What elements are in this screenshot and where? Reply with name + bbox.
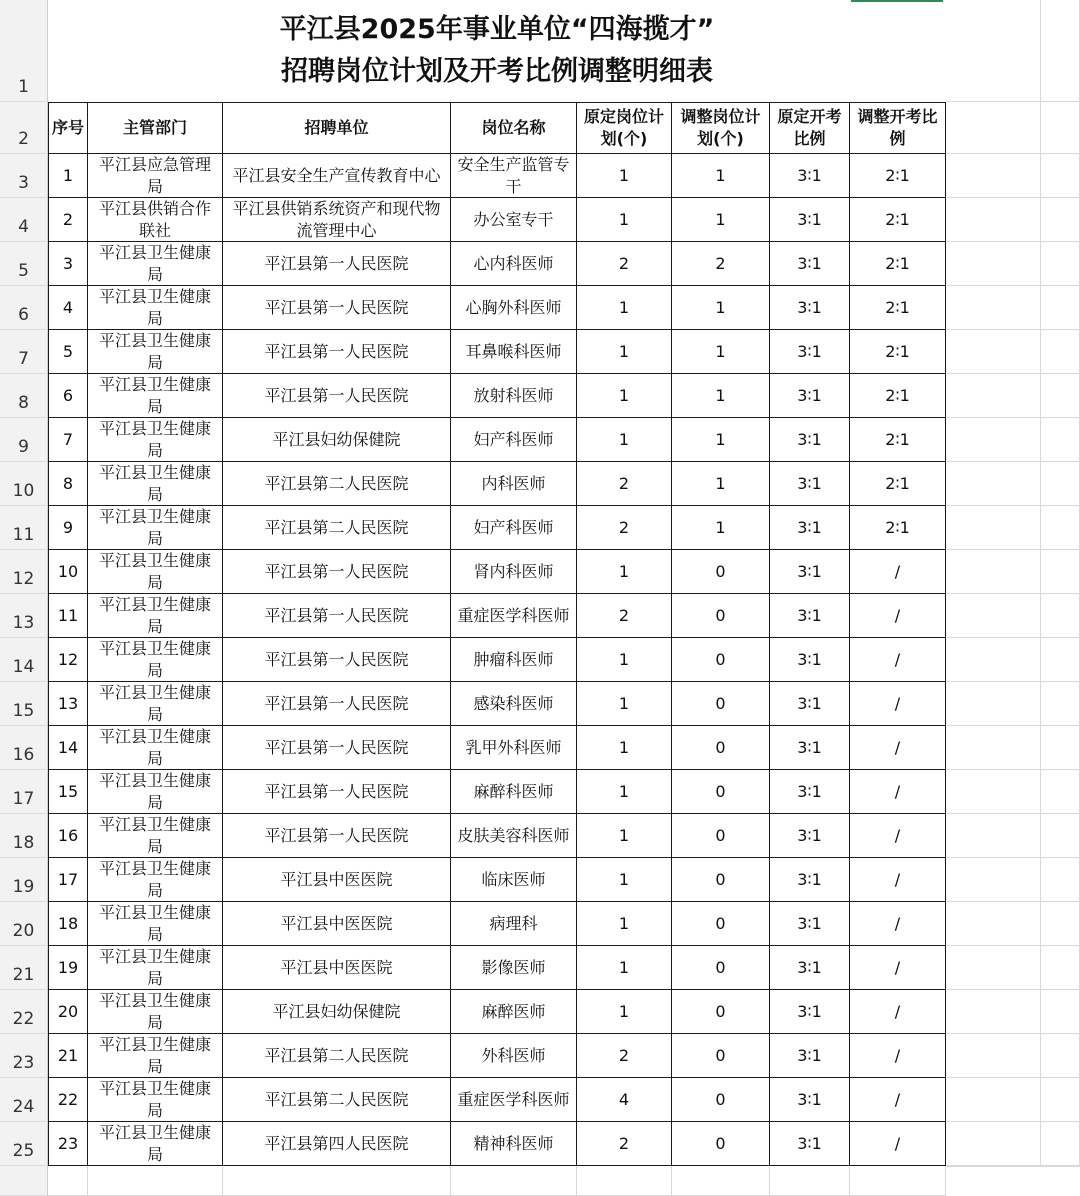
cell-employer[interactable]: 平江县第一人民医院 [223, 726, 451, 770]
cell-orig-ratio[interactable]: 3∶1 [770, 770, 850, 814]
cell-position[interactable]: 皮肤美容科医师 [451, 814, 577, 858]
empty-cell[interactable] [946, 242, 1041, 286]
cell-department[interactable]: 平江县卫生健康局 [88, 1078, 223, 1122]
empty-cell[interactable] [1041, 1122, 1080, 1166]
cell-adj-ratio[interactable]: / [850, 858, 946, 902]
empty-cell[interactable] [1041, 946, 1080, 990]
empty-cell[interactable] [672, 1166, 770, 1196]
empty-cell[interactable] [946, 1034, 1041, 1078]
empty-cell[interactable] [850, 1166, 946, 1196]
cell-adj-ratio[interactable]: / [850, 682, 946, 726]
cell-position[interactable]: 肾内科医师 [451, 550, 577, 594]
empty-cell[interactable] [1041, 638, 1080, 682]
row-header[interactable]: 4 [0, 198, 48, 242]
empty-cell[interactable] [946, 330, 1041, 374]
cell-position[interactable]: 妇产科医师 [451, 418, 577, 462]
cell-seq[interactable]: 11 [48, 594, 88, 638]
empty-cell[interactable] [223, 1166, 451, 1196]
cell-adj-ratio[interactable]: 2∶1 [850, 374, 946, 418]
cell-orig-ratio[interactable]: 3∶1 [770, 726, 850, 770]
cell-orig-plan[interactable]: 2 [577, 242, 672, 286]
cell-department[interactable]: 平江县卫生健康局 [88, 462, 223, 506]
cell-position[interactable]: 影像医师 [451, 946, 577, 990]
cell-position[interactable]: 妇产科医师 [451, 506, 577, 550]
cell-department[interactable]: 平江县卫生健康局 [88, 330, 223, 374]
cell-orig-plan[interactable]: 2 [577, 1034, 672, 1078]
cell-adj-ratio[interactable]: / [850, 770, 946, 814]
cell-orig-plan[interactable]: 1 [577, 902, 672, 946]
empty-cell[interactable] [770, 1166, 850, 1196]
empty-cell[interactable] [946, 770, 1041, 814]
cell-position[interactable]: 心内科医师 [451, 242, 577, 286]
cell-adj-plan[interactable]: 0 [672, 550, 770, 594]
cell-adj-ratio[interactable]: 2∶1 [850, 330, 946, 374]
cell-adj-ratio[interactable]: / [850, 726, 946, 770]
cell-position[interactable]: 耳鼻喉科医师 [451, 330, 577, 374]
cell-seq[interactable]: 17 [48, 858, 88, 902]
cell-department[interactable]: 平江县卫生健康局 [88, 990, 223, 1034]
cell-adj-ratio[interactable]: 2∶1 [850, 242, 946, 286]
row-header[interactable]: 15 [0, 682, 48, 726]
cell-orig-ratio[interactable]: 3∶1 [770, 946, 850, 990]
empty-cell[interactable] [1041, 506, 1080, 550]
cell-orig-plan[interactable]: 1 [577, 638, 672, 682]
cell-position[interactable]: 放射科医师 [451, 374, 577, 418]
cell-position[interactable]: 肿瘤科医师 [451, 638, 577, 682]
cell-orig-ratio[interactable]: 3∶1 [770, 1034, 850, 1078]
cell-orig-plan[interactable]: 1 [577, 330, 672, 374]
cell-orig-plan[interactable]: 1 [577, 418, 672, 462]
cell-position[interactable]: 外科医师 [451, 1034, 577, 1078]
cell-adj-ratio[interactable]: / [850, 1122, 946, 1166]
empty-cell[interactable] [946, 902, 1041, 946]
row-header[interactable]: 3 [0, 154, 48, 198]
cell-orig-plan[interactable]: 1 [577, 682, 672, 726]
cell-adj-plan[interactable]: 0 [672, 726, 770, 770]
cell-adj-plan[interactable]: 1 [672, 198, 770, 242]
header-employer[interactable]: 招聘单位 [223, 102, 451, 154]
row-header[interactable]: 14 [0, 638, 48, 682]
empty-cell[interactable] [1041, 726, 1080, 770]
empty-cell[interactable] [1041, 198, 1080, 242]
cell-employer[interactable]: 平江县第一人民医院 [223, 242, 451, 286]
cell-employer[interactable]: 平江县第一人民医院 [223, 374, 451, 418]
row-header[interactable]: 24 [0, 1078, 48, 1122]
cell-orig-ratio[interactable]: 3∶1 [770, 1078, 850, 1122]
cell-orig-plan[interactable]: 1 [577, 154, 672, 198]
cell-seq[interactable]: 3 [48, 242, 88, 286]
cell-department[interactable]: 平江县卫生健康局 [88, 1122, 223, 1166]
cell-orig-ratio[interactable]: 3∶1 [770, 638, 850, 682]
cell-employer[interactable]: 平江县第一人民医院 [223, 550, 451, 594]
cell-adj-plan[interactable]: 1 [672, 462, 770, 506]
empty-cell[interactable] [946, 682, 1041, 726]
cell-department[interactable]: 平江县卫生健康局 [88, 858, 223, 902]
cell-employer[interactable]: 平江县第一人民医院 [223, 286, 451, 330]
cell-department[interactable]: 平江县卫生健康局 [88, 594, 223, 638]
header-position[interactable]: 岗位名称 [451, 102, 577, 154]
empty-cell[interactable] [946, 550, 1041, 594]
cell-position[interactable]: 安全生产监管专干 [451, 154, 577, 198]
row-header[interactable]: 23 [0, 1034, 48, 1078]
cell-adj-ratio[interactable]: / [850, 902, 946, 946]
cell-department[interactable]: 平江县供销合作联社 [88, 198, 223, 242]
cell-orig-ratio[interactable]: 3∶1 [770, 594, 850, 638]
cell-adj-plan[interactable]: 0 [672, 814, 770, 858]
cell-department[interactable]: 平江县卫生健康局 [88, 682, 223, 726]
cell-adj-ratio[interactable]: / [850, 638, 946, 682]
cell-adj-plan[interactable]: 0 [672, 946, 770, 990]
cell-adj-plan[interactable]: 0 [672, 770, 770, 814]
cell-adj-plan[interactable]: 0 [672, 1122, 770, 1166]
empty-cell[interactable] [1041, 418, 1080, 462]
cell-employer[interactable]: 平江县第四人民医院 [223, 1122, 451, 1166]
cell-seq[interactable]: 18 [48, 902, 88, 946]
cell-orig-plan[interactable]: 1 [577, 814, 672, 858]
cell-orig-ratio[interactable]: 3∶1 [770, 462, 850, 506]
row-header[interactable]: 16 [0, 726, 48, 770]
cell-adj-plan[interactable]: 1 [672, 330, 770, 374]
empty-cell[interactable] [1041, 902, 1080, 946]
page-title [48, 0, 946, 102]
cell-seq[interactable]: 14 [48, 726, 88, 770]
row-header[interactable]: 1 [0, 0, 48, 102]
cell-orig-plan[interactable]: 1 [577, 286, 672, 330]
cell-adj-plan[interactable]: 0 [672, 638, 770, 682]
row-header[interactable]: 5 [0, 242, 48, 286]
empty-cell[interactable] [946, 154, 1041, 198]
cell-orig-ratio[interactable]: 3∶1 [770, 242, 850, 286]
cell-orig-plan[interactable]: 1 [577, 726, 672, 770]
header-seq[interactable]: 序号 [48, 102, 88, 154]
cell-employer[interactable]: 平江县妇幼保健院 [223, 418, 451, 462]
row-header[interactable]: 6 [0, 286, 48, 330]
cell-adj-ratio[interactable]: 2∶1 [850, 154, 946, 198]
cell-orig-plan[interactable]: 1 [577, 858, 672, 902]
cell-adj-ratio[interactable]: / [850, 1078, 946, 1122]
empty-cell[interactable] [946, 418, 1041, 462]
cell-employer[interactable]: 平江县安全生产宣传教育中心 [223, 154, 451, 198]
cell-employer[interactable]: 平江县第一人民医院 [223, 594, 451, 638]
cell-seq[interactable]: 7 [48, 418, 88, 462]
empty-cell[interactable] [1041, 286, 1080, 330]
cell-department[interactable]: 平江县卫生健康局 [88, 286, 223, 330]
cell-position[interactable]: 办公室专干 [451, 198, 577, 242]
empty-cell[interactable] [1041, 1034, 1080, 1078]
cell-adj-ratio[interactable]: / [850, 814, 946, 858]
empty-cell[interactable] [1041, 102, 1080, 154]
header-adj-plan[interactable]: 调整岗位计划(个) [672, 102, 770, 154]
row-header[interactable]: 2 [0, 102, 48, 154]
header-adj-ratio[interactable]: 调整开考比例 [850, 102, 946, 154]
cell-orig-ratio[interactable]: 3∶1 [770, 506, 850, 550]
empty-cell[interactable] [946, 102, 1041, 154]
empty-cell[interactable] [451, 1166, 577, 1196]
cell-orig-ratio[interactable]: 3∶1 [770, 198, 850, 242]
cell-department[interactable]: 平江县卫生健康局 [88, 638, 223, 682]
cell-department[interactable]: 平江县卫生健康局 [88, 1034, 223, 1078]
empty-cell[interactable] [946, 814, 1041, 858]
cell-employer[interactable]: 平江县第一人民医院 [223, 770, 451, 814]
empty-cell[interactable] [946, 462, 1041, 506]
cell-seq[interactable]: 10 [48, 550, 88, 594]
empty-cell[interactable] [946, 1166, 1041, 1167]
cell-position[interactable]: 心胸外科医师 [451, 286, 577, 330]
empty-cell[interactable] [946, 594, 1041, 638]
row-header[interactable]: 22 [0, 990, 48, 1034]
empty-cell[interactable] [1041, 770, 1080, 814]
cell-orig-ratio[interactable]: 3∶1 [770, 902, 850, 946]
empty-cell[interactable] [946, 990, 1041, 1034]
row-header[interactable]: 18 [0, 814, 48, 858]
empty-cell[interactable] [1041, 858, 1080, 902]
cell-adj-ratio[interactable]: / [850, 990, 946, 1034]
empty-cell[interactable] [946, 858, 1041, 902]
cell-department[interactable]: 平江县卫生健康局 [88, 814, 223, 858]
cell-orig-ratio[interactable]: 3∶1 [770, 374, 850, 418]
cell-seq[interactable]: 23 [48, 1122, 88, 1166]
cell-adj-plan[interactable]: 1 [672, 286, 770, 330]
cell-department[interactable]: 平江县卫生健康局 [88, 726, 223, 770]
cell-seq[interactable]: 2 [48, 198, 88, 242]
title-line-2: 招聘岗位计划及开考比例调整明细表 [281, 56, 713, 87]
cell-orig-ratio[interactable]: 3∶1 [770, 1122, 850, 1166]
cell-seq[interactable]: 9 [48, 506, 88, 550]
cell-adj-plan[interactable]: 1 [672, 374, 770, 418]
empty-cell[interactable] [1041, 814, 1080, 858]
cell-adj-plan[interactable]: 1 [672, 418, 770, 462]
cell-orig-plan[interactable]: 1 [577, 946, 672, 990]
cell-orig-plan[interactable]: 1 [577, 990, 672, 1034]
cell-position[interactable]: 麻醉科医师 [451, 770, 577, 814]
cell-seq[interactable]: 16 [48, 814, 88, 858]
cell-orig-plan[interactable]: 1 [577, 374, 672, 418]
cell-orig-ratio[interactable]: 3∶1 [770, 418, 850, 462]
cell-orig-plan[interactable]: 2 [577, 506, 672, 550]
cell-orig-ratio[interactable]: 3∶1 [770, 550, 850, 594]
cell-orig-plan[interactable]: 1 [577, 770, 672, 814]
cell-orig-ratio[interactable]: 3∶1 [770, 330, 850, 374]
cell-position[interactable]: 感染科医师 [451, 682, 577, 726]
cell-adj-plan[interactable]: 0 [672, 902, 770, 946]
empty-cell[interactable] [1041, 550, 1080, 594]
cell-orig-ratio[interactable]: 3∶1 [770, 286, 850, 330]
cell-position[interactable]: 重症医学科医师 [451, 594, 577, 638]
cell-seq[interactable]: 8 [48, 462, 88, 506]
cell-employer[interactable]: 平江县第一人民医院 [223, 682, 451, 726]
cell-employer[interactable]: 平江县第二人民医院 [223, 462, 451, 506]
cell-position[interactable]: 重症医学科医师 [451, 1078, 577, 1122]
cell-department[interactable]: 平江县卫生健康局 [88, 946, 223, 990]
cell-orig-ratio[interactable]: 3∶1 [770, 990, 850, 1034]
cell-orig-ratio[interactable]: 3∶1 [770, 858, 850, 902]
empty-cell[interactable] [946, 506, 1041, 550]
cell-department[interactable]: 平江县卫生健康局 [88, 506, 223, 550]
empty-cell[interactable] [1041, 1078, 1080, 1122]
cell-employer[interactable]: 平江县第二人民医院 [223, 1034, 451, 1078]
empty-cell[interactable] [1041, 1166, 1080, 1167]
cell-seq[interactable]: 1 [48, 154, 88, 198]
cell-seq[interactable]: 20 [48, 990, 88, 1034]
cell-orig-ratio[interactable]: 3∶1 [770, 682, 850, 726]
empty-cell[interactable] [1041, 990, 1080, 1034]
cell-seq[interactable]: 22 [48, 1078, 88, 1122]
empty-cell[interactable] [88, 1166, 223, 1196]
row-header[interactable]: 21 [0, 946, 48, 990]
cell-position[interactable]: 乳甲外科医师 [451, 726, 577, 770]
empty-cell[interactable] [1041, 682, 1080, 726]
cell-employer[interactable]: 平江县供销系统资产和现代物流管理中心 [223, 198, 451, 242]
cell-orig-plan[interactable]: 2 [577, 1122, 672, 1166]
empty-cell[interactable] [946, 1078, 1041, 1122]
cell-orig-plan[interactable]: 1 [577, 198, 672, 242]
cell-seq[interactable]: 13 [48, 682, 88, 726]
cell-department[interactable]: 平江县卫生健康局 [88, 418, 223, 462]
empty-cell[interactable] [946, 946, 1041, 990]
empty-cell[interactable] [946, 726, 1041, 770]
cell-department[interactable]: 平江县卫生健康局 [88, 770, 223, 814]
empty-cell[interactable] [946, 638, 1041, 682]
cell-adj-ratio[interactable]: 2∶1 [850, 418, 946, 462]
cell-position[interactable]: 麻醉医师 [451, 990, 577, 1034]
cell-adj-plan[interactable]: 0 [672, 1078, 770, 1122]
empty-cell[interactable] [1041, 154, 1080, 198]
empty-cell[interactable] [946, 0, 1041, 102]
cell-orig-ratio[interactable]: 3∶1 [770, 154, 850, 198]
empty-cell[interactable] [946, 198, 1041, 242]
cell-adj-ratio[interactable]: 2∶1 [850, 198, 946, 242]
cell-adj-ratio[interactable]: 2∶1 [850, 462, 946, 506]
cell-orig-plan[interactable]: 2 [577, 462, 672, 506]
empty-cell[interactable] [1041, 330, 1080, 374]
cell-seq[interactable]: 4 [48, 286, 88, 330]
header-department[interactable]: 主管部门 [88, 102, 223, 154]
row-header[interactable]: 7 [0, 330, 48, 374]
cell-adj-plan[interactable]: 0 [672, 682, 770, 726]
title-line-1: 平江县2025年事业单位“四海揽才” [279, 14, 715, 45]
cell-orig-plan[interactable]: 2 [577, 594, 672, 638]
cell-department[interactable]: 平江县卫生健康局 [88, 374, 223, 418]
cell-adj-ratio[interactable]: 2∶1 [850, 286, 946, 330]
cell-employer[interactable]: 平江县中医医院 [223, 858, 451, 902]
header-orig-plan[interactable]: 原定岗位计划(个) [577, 102, 672, 154]
cell-adj-ratio[interactable]: / [850, 946, 946, 990]
empty-cell[interactable] [946, 374, 1041, 418]
cell-seq[interactable]: 19 [48, 946, 88, 990]
empty-cell[interactable] [1041, 374, 1080, 418]
cell-department[interactable]: 平江县卫生健康局 [88, 902, 223, 946]
empty-cell[interactable] [946, 1122, 1041, 1166]
cell-adj-ratio[interactable]: / [850, 550, 946, 594]
cell-adj-plan[interactable]: 0 [672, 594, 770, 638]
header-orig-ratio[interactable]: 原定开考比例 [770, 102, 850, 154]
empty-cell[interactable] [946, 286, 1041, 330]
empty-cell[interactable] [1041, 594, 1080, 638]
cell-seq[interactable]: 5 [48, 330, 88, 374]
empty-cell[interactable] [1041, 242, 1080, 286]
cell-seq[interactable]: 21 [48, 1034, 88, 1078]
row-header[interactable]: 9 [0, 418, 48, 462]
cell-adj-plan[interactable]: 1 [672, 506, 770, 550]
cell-department[interactable]: 平江县卫生健康局 [88, 242, 223, 286]
row-header[interactable]: 10 [0, 462, 48, 506]
cell-adj-plan[interactable]: 2 [672, 242, 770, 286]
cell-employer[interactable]: 平江县第一人民医院 [223, 814, 451, 858]
cell-employer[interactable]: 平江县妇幼保健院 [223, 990, 451, 1034]
cell-position[interactable]: 临床医师 [451, 858, 577, 902]
cell-employer[interactable]: 平江县第二人民医院 [223, 1078, 451, 1122]
cell-adj-plan[interactable]: 0 [672, 1034, 770, 1078]
cell-seq[interactable]: 12 [48, 638, 88, 682]
cell-employer[interactable]: 平江县第二人民医院 [223, 506, 451, 550]
cell-employer[interactable]: 平江县第一人民医院 [223, 330, 451, 374]
row-header[interactable]: 8 [0, 374, 48, 418]
row-header[interactable]: 20 [0, 902, 48, 946]
cell-orig-ratio[interactable]: 3∶1 [770, 814, 850, 858]
empty-cell[interactable] [48, 1166, 88, 1196]
cell-adj-plan[interactable]: 0 [672, 858, 770, 902]
row-header[interactable]: 25 [0, 1122, 48, 1166]
empty-cell[interactable] [577, 1166, 672, 1196]
cell-adj-ratio[interactable]: / [850, 594, 946, 638]
cell-position[interactable]: 病理科 [451, 902, 577, 946]
row-header[interactable]: 12 [0, 550, 48, 594]
cell-orig-plan[interactable]: 4 [577, 1078, 672, 1122]
cell-position[interactable]: 精神科医师 [451, 1122, 577, 1166]
cell-orig-plan[interactable]: 1 [577, 550, 672, 594]
cell-seq[interactable]: 6 [48, 374, 88, 418]
empty-cell[interactable] [1041, 462, 1080, 506]
cell-adj-plan[interactable]: 1 [672, 154, 770, 198]
cell-department[interactable]: 平江县卫生健康局 [88, 550, 223, 594]
cell-adj-plan[interactable]: 0 [672, 990, 770, 1034]
cell-employer[interactable]: 平江县第一人民医院 [223, 638, 451, 682]
empty-cell[interactable] [1041, 0, 1080, 102]
cell-employer[interactable]: 平江县中医医院 [223, 902, 451, 946]
row-header[interactable]: 17 [0, 770, 48, 814]
cell-position[interactable]: 内科医师 [451, 462, 577, 506]
row-header[interactable]: 13 [0, 594, 48, 638]
row-header[interactable]: 11 [0, 506, 48, 550]
cell-seq[interactable]: 15 [48, 770, 88, 814]
cell-adj-ratio[interactable]: 2∶1 [850, 506, 946, 550]
cell-employer[interactable]: 平江县中医医院 [223, 946, 451, 990]
row-header[interactable]: 19 [0, 858, 48, 902]
cell-department[interactable]: 平江县应急管理局 [88, 154, 223, 198]
cell-adj-ratio[interactable]: / [850, 1034, 946, 1078]
row-header-empty[interactable] [0, 1166, 48, 1196]
